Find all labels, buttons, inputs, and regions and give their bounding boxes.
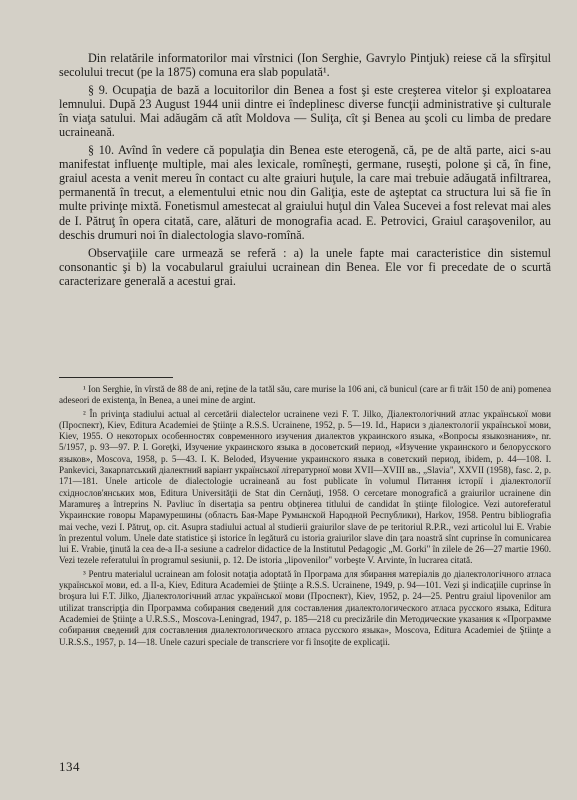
footnote-1: ¹ Ion Serghie, în vîrstă de 88 de ani, reţine de la tatăl său, care murise la 106 ani, că bunicul (care ar fi trăit 150 de ani) pomenea adeseori de existenţa, în Benea, a unei mine de argint. [59, 384, 551, 406]
main-text [59, 51, 551, 292]
footnote-3: ³ Pentru materialul ucrainean am folosit notaţia adoptată în Програма для збирання матеріалів до діалектологічного атласа української мови, ed. a II-a, Kiev, Editura Academiei de Ştiinţe a R.S.S. Ucrainene, 1949, p. 94—101. Vezi şi indicaţiile cuprinse în broşura lui F.T. Jilko, Діалектологічний атлас української мови (Проспект), Kiev, 1952, p. 24—25. Pentru graiul lipovenilor am utilizat transcripţia din Программа собирания сведений для составления диалектологического атласа русского языка, Editura Academiei de Ştiinţe a U.R.S.S., Moscova-Leningrad, 1947, p. 185—218 cu precizările din Методические указания к «Программе собирания сведений для составления диалектологического атласа русского языка», Moscova, Editura Academiei de Ştiinţe a U.R.S.S., 1957, p. 14—18. Unele cazuri speciale de transcriere vor fi însoţite de explicaţii. [59, 568, 551, 647]
footnote-2: ² În privinţa stadiului actual al cercetării dialectelor ucrainene vezi F. T. Jilko, Діалектологічний атлас української мови (Проспект), Kiev, Editura Academiei de Ştiinţe a R.S.S. Ucrainene, 1952, p. 5—19. Id., Нариси з діалектології української мови, Kiev, 1955. О некоторых особенностях современного изучения диалектов украинского языка, «Вопросы языкознания», nr. 5/1957, p. 93—97. P. I. Goreţki, Изучение украинского языка в досоветский период, «Изучение украинского и белорусского языков», Moscova, 1958, p. 5—43. I. K. Beloded, Изучение украинского языка в советский период, ibidem, p. 44—108. I. Pankevici, Закарпатський діалектний варіант української літературної мови XVII—XVIII вв., „Slavia", XXVII (1958), fasc. 2, p. 171—181. Unele articole de dialectologie ucraineană au fost publicate în volumul Питання історії і діалектології східнослов'янських мов, Editura Universităţii de Stat din Cernăuţi, 1958. O cercetare monografică a graiurilor ucrainene din Maramureş a întreprins N. Pavliuc în disertaţia sa pentru obţinerea titlului de candidat în ştiinţe filologice. Vezi autoreferatul Украинские говоры Марамурешины (область Бая-Маре Румынской Народной Республики), Harkov, 1958. Pentru bibliografia mai veche, vezi I. Pătruţ, op. cit. Asupra stadiului actual al studierii graiurilor slave de pe teritoriul R.P.R., vezi articolul lui E. Vrabie în prezentul volum. Unele date statistice şi istorice în legătură cu istoria graiurilor slave din ţara noastră sînt cuprinse în comunicarea lui E. Vrabie, ţinută la cea de-a II-a sesiune a cadrelor didactice de la Institutul Pedagogic „M. Gorki" în zilele de 26—27 martie 1960. Vezi tezele referatului în programul sesiunii, p. 12. De istoria „lipovenilor" vorbeşte V. Arvinte, în lucrarea citată. [59, 408, 551, 566]
page-number: 134 [59, 759, 80, 774]
footnotes [59, 384, 551, 650]
paragraph-section-9: § 9. Ocupaţia de bază a locuitorilor din Benea a fost şi este creşterea vitelor şi exploatarea lemnului. După 23 August 1944 unii dintre ei îndeplinesc diverse funcţii administrative şi culturale în viaţa satului. Mai adăugăm că atît Moldova — Suliţa, cît şi Benea au şcoli cu limba de predare ucraineană. [59, 83, 551, 140]
paragraph-section-10: § 10. Avînd în vedere că populaţia din Benea este eterogenă, că, pe de altă parte, aici s-au manifestat influenţe multiple, mai ales lexicale, romîneşti, germane, ruseşti, polone şi că, în fine, graiul acesta a venit mereu în contact cu alte graiuri huţule, la care mai trebuie adăugată infiltrarea, permanentă în trecut, a elementului etnic nou din Galiţia, este de aşteptat ca structura lui să fie în multe privinţe mixtă. Fonetismul amestecat al graiului huţul din Valea Sucevei a fost relevat mai ales de I. Pătruţ în opera citată, care, alături de monografia acad. E. Petrovici, Graiul caraşovenilor, au deschis drumuri noi în dialectologia slavo-romînă. [59, 143, 551, 242]
paragraph-observations: Observaţiile care urmează se referă : a) la unele fapte mai caracteristice din sistemul consonantic şi b) la vocabularul graiului ucrainean din Benea. Ele vor fi precedate de o scurtă caracterizare generală a acestui grai. [59, 245, 551, 288]
footnote-divider [59, 377, 173, 378]
paragraph-intro: Din relatările informatorilor mai vîrstnici (Ion Serghie, Gavrylo Pintjuk) reiese că la sfîrşitul secolului trecut (pe la 1875) comuna era slab populată¹. [59, 51, 551, 80]
